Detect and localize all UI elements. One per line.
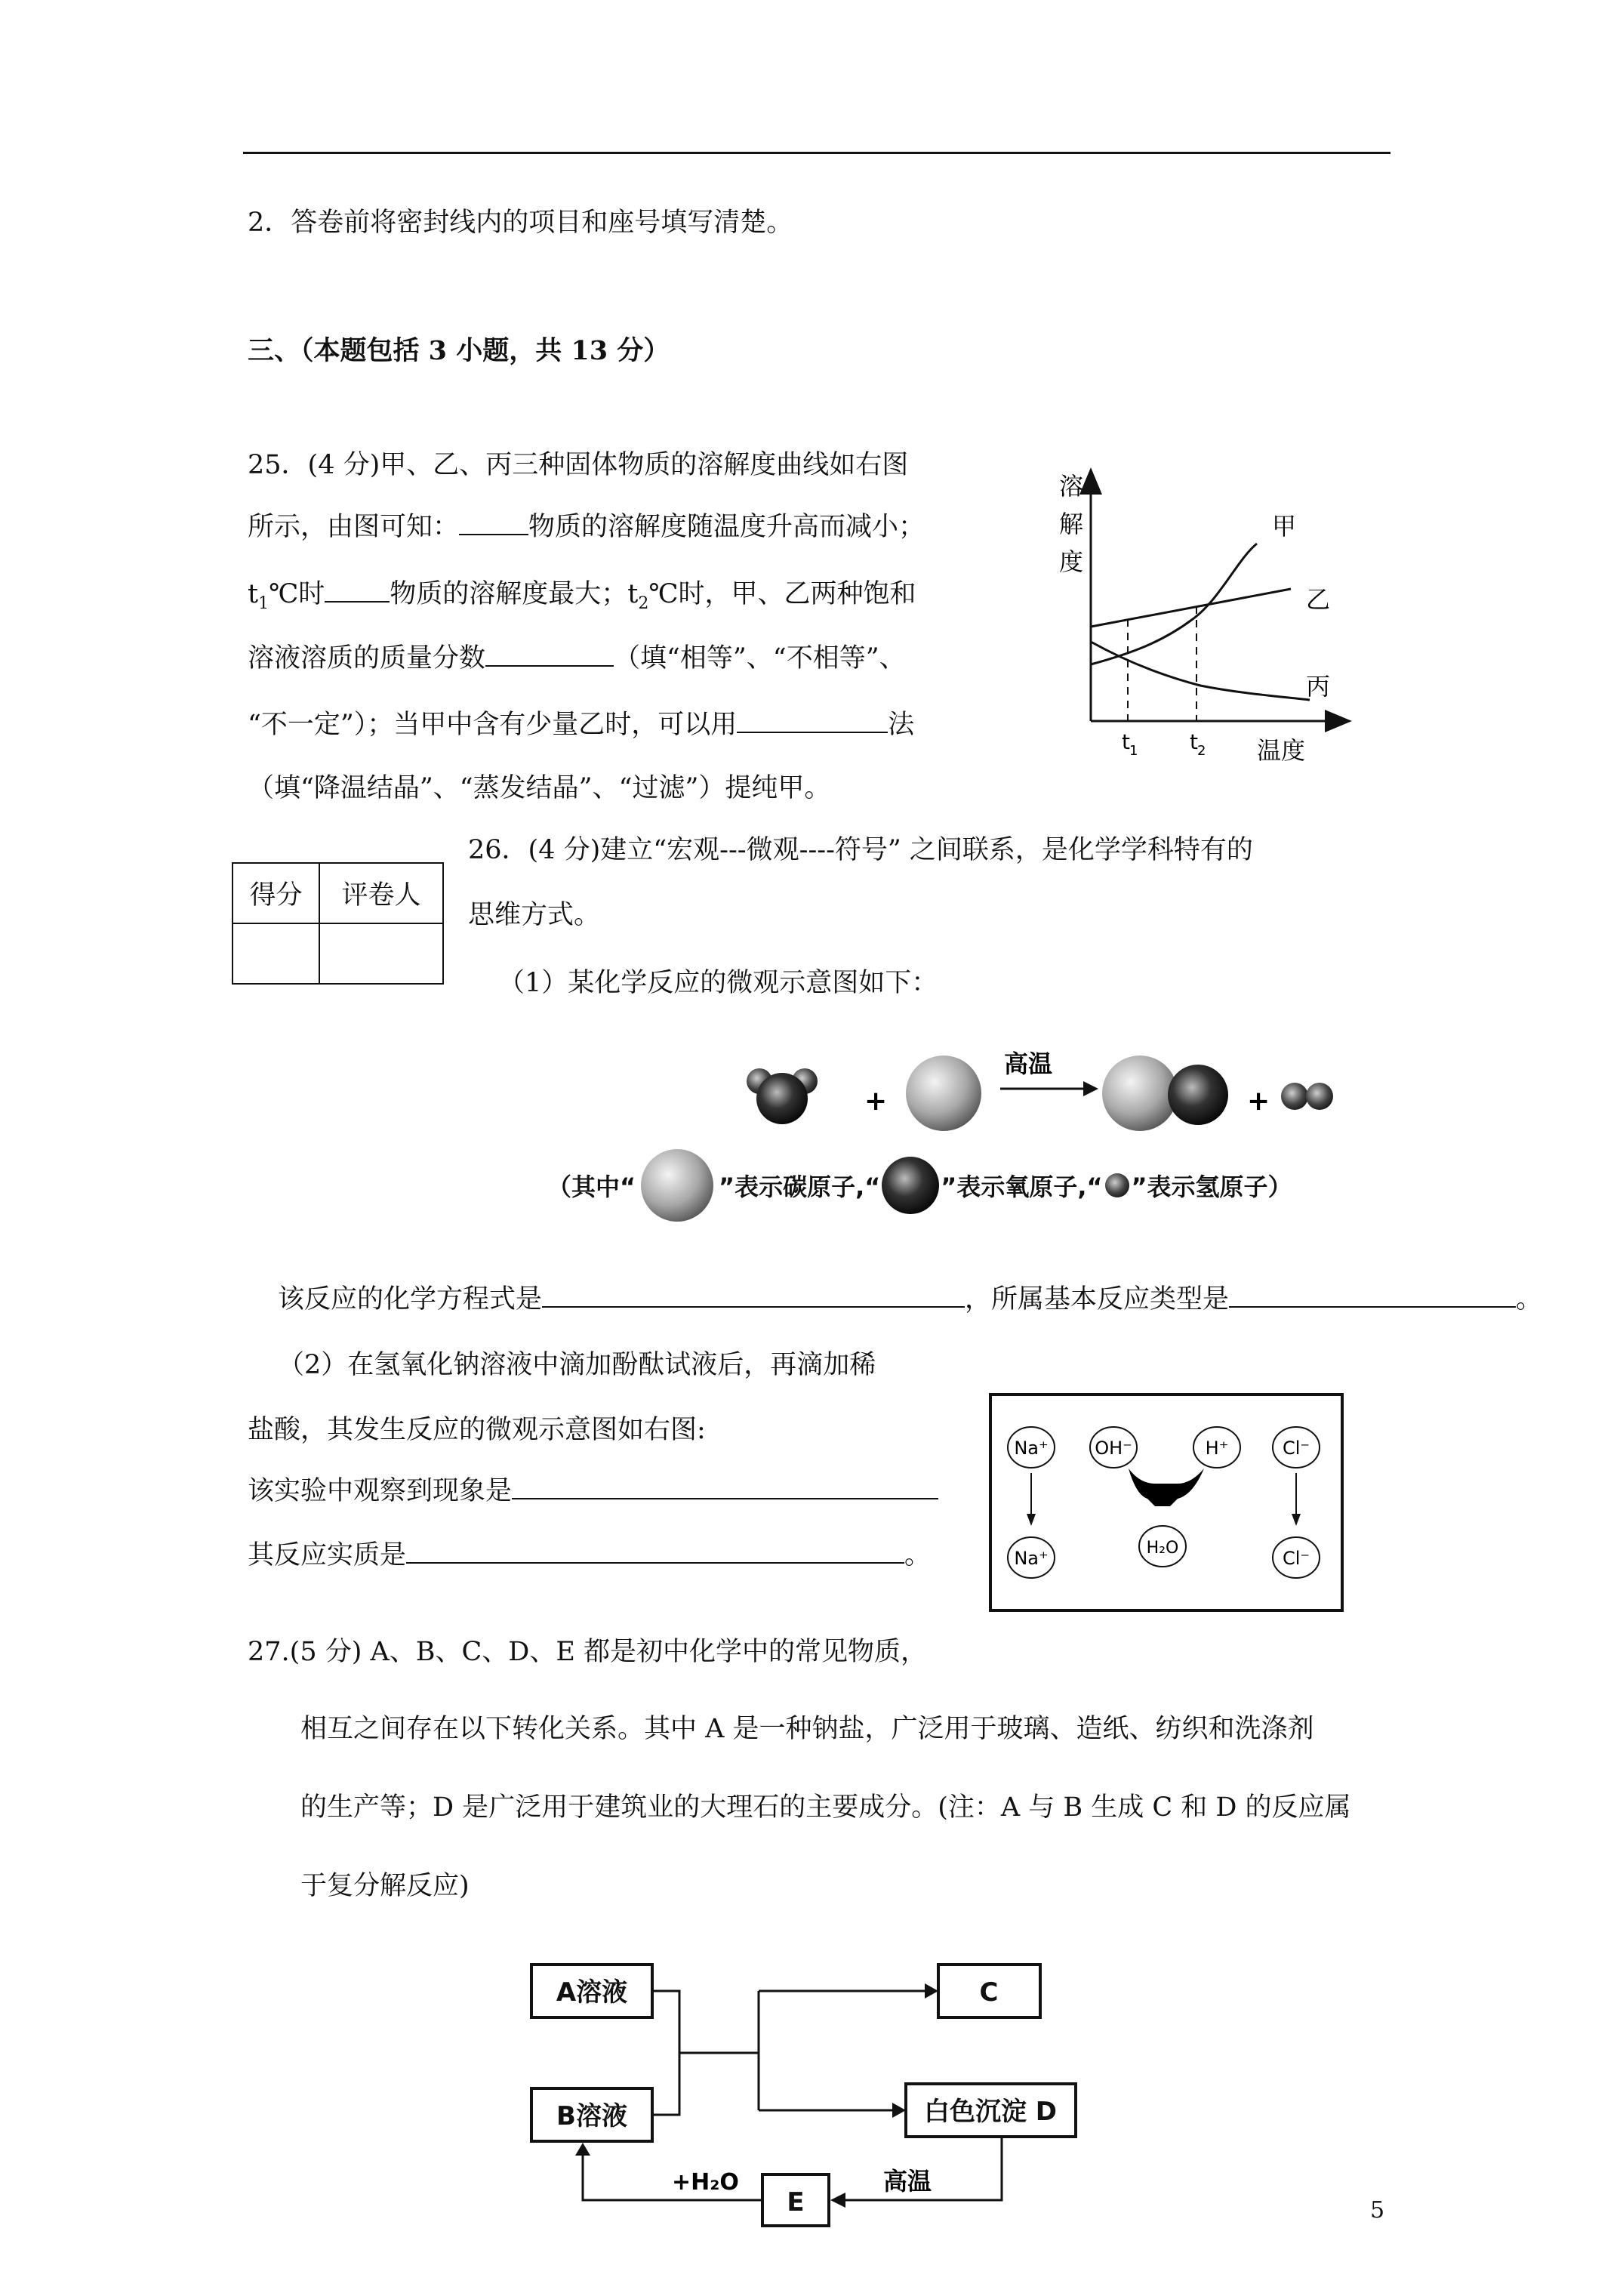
carbon-atom: [906, 1056, 981, 1131]
q26-part2-line4: 其反应实质是 。: [248, 1540, 932, 1570]
q25-line1: 25．(4 分)甲、乙、丙三种固体物质的溶解度曲线如右图: [248, 450, 909, 480]
ion-na-bottom: Na⁺: [1014, 1548, 1049, 1569]
hydrogen-atom: [1281, 1083, 1308, 1110]
page-number: 5: [1370, 2197, 1385, 2224]
hydrogen-atom: [1306, 1083, 1333, 1110]
label-high-temp: 高温: [883, 2167, 932, 2196]
molecule-h2o: H₂O: [1146, 1539, 1179, 1558]
box-e-label: E: [787, 2187, 805, 2217]
box-d-label: 白色沉淀 D: [923, 2097, 1058, 2127]
box-c-label: C: [979, 1977, 999, 2008]
q26-equation-line: 该反应的化学方程式是 ，所属基本反应类型是 。: [278, 1284, 1543, 1314]
q26-equation-blank[interactable]: [542, 1284, 965, 1308]
q25-blank-2[interactable]: [325, 578, 390, 603]
q27-line2: 相互之间存在以下转化关系。其中 A 是一种钠盐，广泛用于玻璃、造纸、纺织和洗涤剂: [300, 1714, 1314, 1744]
conversion-flow-diagram: [521, 1948, 1110, 2235]
ab-merge-line: [652, 1991, 679, 2115]
carbon-atom-legend-icon: [636, 1148, 719, 1223]
box-a-label: A溶液: [556, 1977, 628, 2008]
tick-t2: t: [1190, 729, 1198, 754]
q26-part2-line3: 该实验中观察到现象是: [248, 1475, 938, 1508]
graph-ylabel-3: 度: [1059, 547, 1084, 576]
grader-cell[interactable]: [319, 923, 443, 984]
grader-header: 评卷人: [319, 863, 443, 923]
q26-line2: 思维方式。: [468, 900, 601, 930]
q25-blank-1[interactable]: [459, 511, 528, 535]
q26-phenomenon-blank[interactable]: [512, 1475, 938, 1499]
oxygen-atom: [1168, 1065, 1228, 1125]
q25-line6: （填“降温结晶”、“蒸发结晶”、“过滤”）提纯甲。: [248, 773, 831, 803]
label-jia: 甲: [1272, 512, 1297, 541]
q25-line3: $t_1℃$时 物质的溶解度最大；$t_2℃$时，甲、乙两种饱和: [248, 579, 916, 613]
ion-cl-top: Cl⁻: [1282, 1438, 1310, 1459]
q26-part1: （1）某化学反应的微观示意图如下：: [498, 968, 938, 998]
score-header: 得分: [233, 863, 319, 923]
instruction-2: 2．答卷前将密封线内的项目和座号填写清楚。: [248, 208, 793, 238]
arrow-to-c-head: [925, 1983, 938, 1999]
score-table: [232, 862, 444, 985]
tick-t1-sub: 1: [1129, 743, 1138, 759]
ion-cl-bottom: Cl⁻: [1282, 1548, 1310, 1569]
q25-blank-3[interactable]: [485, 643, 614, 667]
reaction-condition: 高温: [1004, 1049, 1053, 1078]
ion-oh-top: OH⁻: [1095, 1438, 1132, 1459]
top-rule: [243, 152, 1390, 154]
ion-h-top: H⁺: [1205, 1438, 1229, 1459]
oxygen-atom-legend-icon: [880, 1155, 941, 1216]
neutralization-diagram: [989, 1393, 1344, 1612]
q26-part2-line2: 盐酸，其发生反应的微观示意图如右图:: [248, 1415, 706, 1445]
reaction-arrow-head: [1083, 1081, 1098, 1096]
q25-line2: 所示，由图可知： 物质的溶解度随温度升高而减小；: [248, 512, 925, 542]
reaction-legend: （其中“ ”表示碳原子,“ ”表示氧原子,“ ”表示氢原子）: [547, 1148, 1292, 1223]
curve-jia: [1091, 544, 1257, 664]
plus-sign: +: [1247, 1086, 1270, 1117]
solubility-graph: [1049, 461, 1366, 778]
graph-xlabel: 温度: [1257, 736, 1306, 765]
label-bing: 丙: [1306, 672, 1331, 701]
plus-sign: +: [864, 1086, 888, 1117]
q26-essence-blank[interactable]: [406, 1539, 904, 1564]
q26-part2-line1: （2）在氢氧化钠溶液中滴加酚酞试液后，再滴加稀: [278, 1350, 876, 1380]
score-cell[interactable]: [233, 923, 319, 984]
label-add-water: +H₂O: [672, 2169, 739, 2196]
q25-line5: “不一定”）；当甲中含有少量乙时，可以用 法: [248, 710, 915, 740]
q26-line1: 26．(4 分)建立“宏观---微观----符号” 之间联系，是化学学科特有的: [468, 835, 1253, 865]
ion-na-top: Na⁺: [1014, 1438, 1049, 1459]
box-b-label: B溶液: [556, 2101, 627, 2131]
carbon-atom: [1102, 1056, 1178, 1131]
tick-t2-sub: 2: [1197, 743, 1206, 759]
graph-ylabel-2: 解: [1059, 510, 1084, 538]
oxygen-atom: [756, 1073, 808, 1124]
q26-reaction-type-blank[interactable]: [1229, 1284, 1516, 1308]
q27-line1: 27.(5 分) A、B、C、D、E 都是初中化学中的常见物质，: [248, 1637, 928, 1667]
curve-bing: [1091, 642, 1310, 700]
section-3-header: 三、（本题包括 3 小题，共 13 分）: [248, 335, 670, 366]
q25-line4: 溶液溶质的质量分数 （填“相等”、“不相等”、: [248, 643, 906, 673]
arrow-e-to-b-head: [575, 2143, 590, 2156]
q25-blank-4[interactable]: [737, 709, 888, 733]
q27-line3: 的生产等；D 是广泛用于建筑业的大理石的主要成分。(注：A 与 B 生成 C 和 D 的反应属: [300, 1792, 1351, 1823]
graph-ylabel-1: 溶: [1059, 472, 1084, 501]
arrow-d-to-e-head: [830, 2193, 845, 2208]
hydrogen-atom-legend-icon: [1103, 1171, 1132, 1200]
label-yi: 乙: [1306, 585, 1331, 614]
tick-t1: t: [1122, 729, 1130, 754]
q27-line4: 于复分解反应): [300, 1871, 470, 1901]
arrow-to-d-head: [892, 2103, 906, 2118]
